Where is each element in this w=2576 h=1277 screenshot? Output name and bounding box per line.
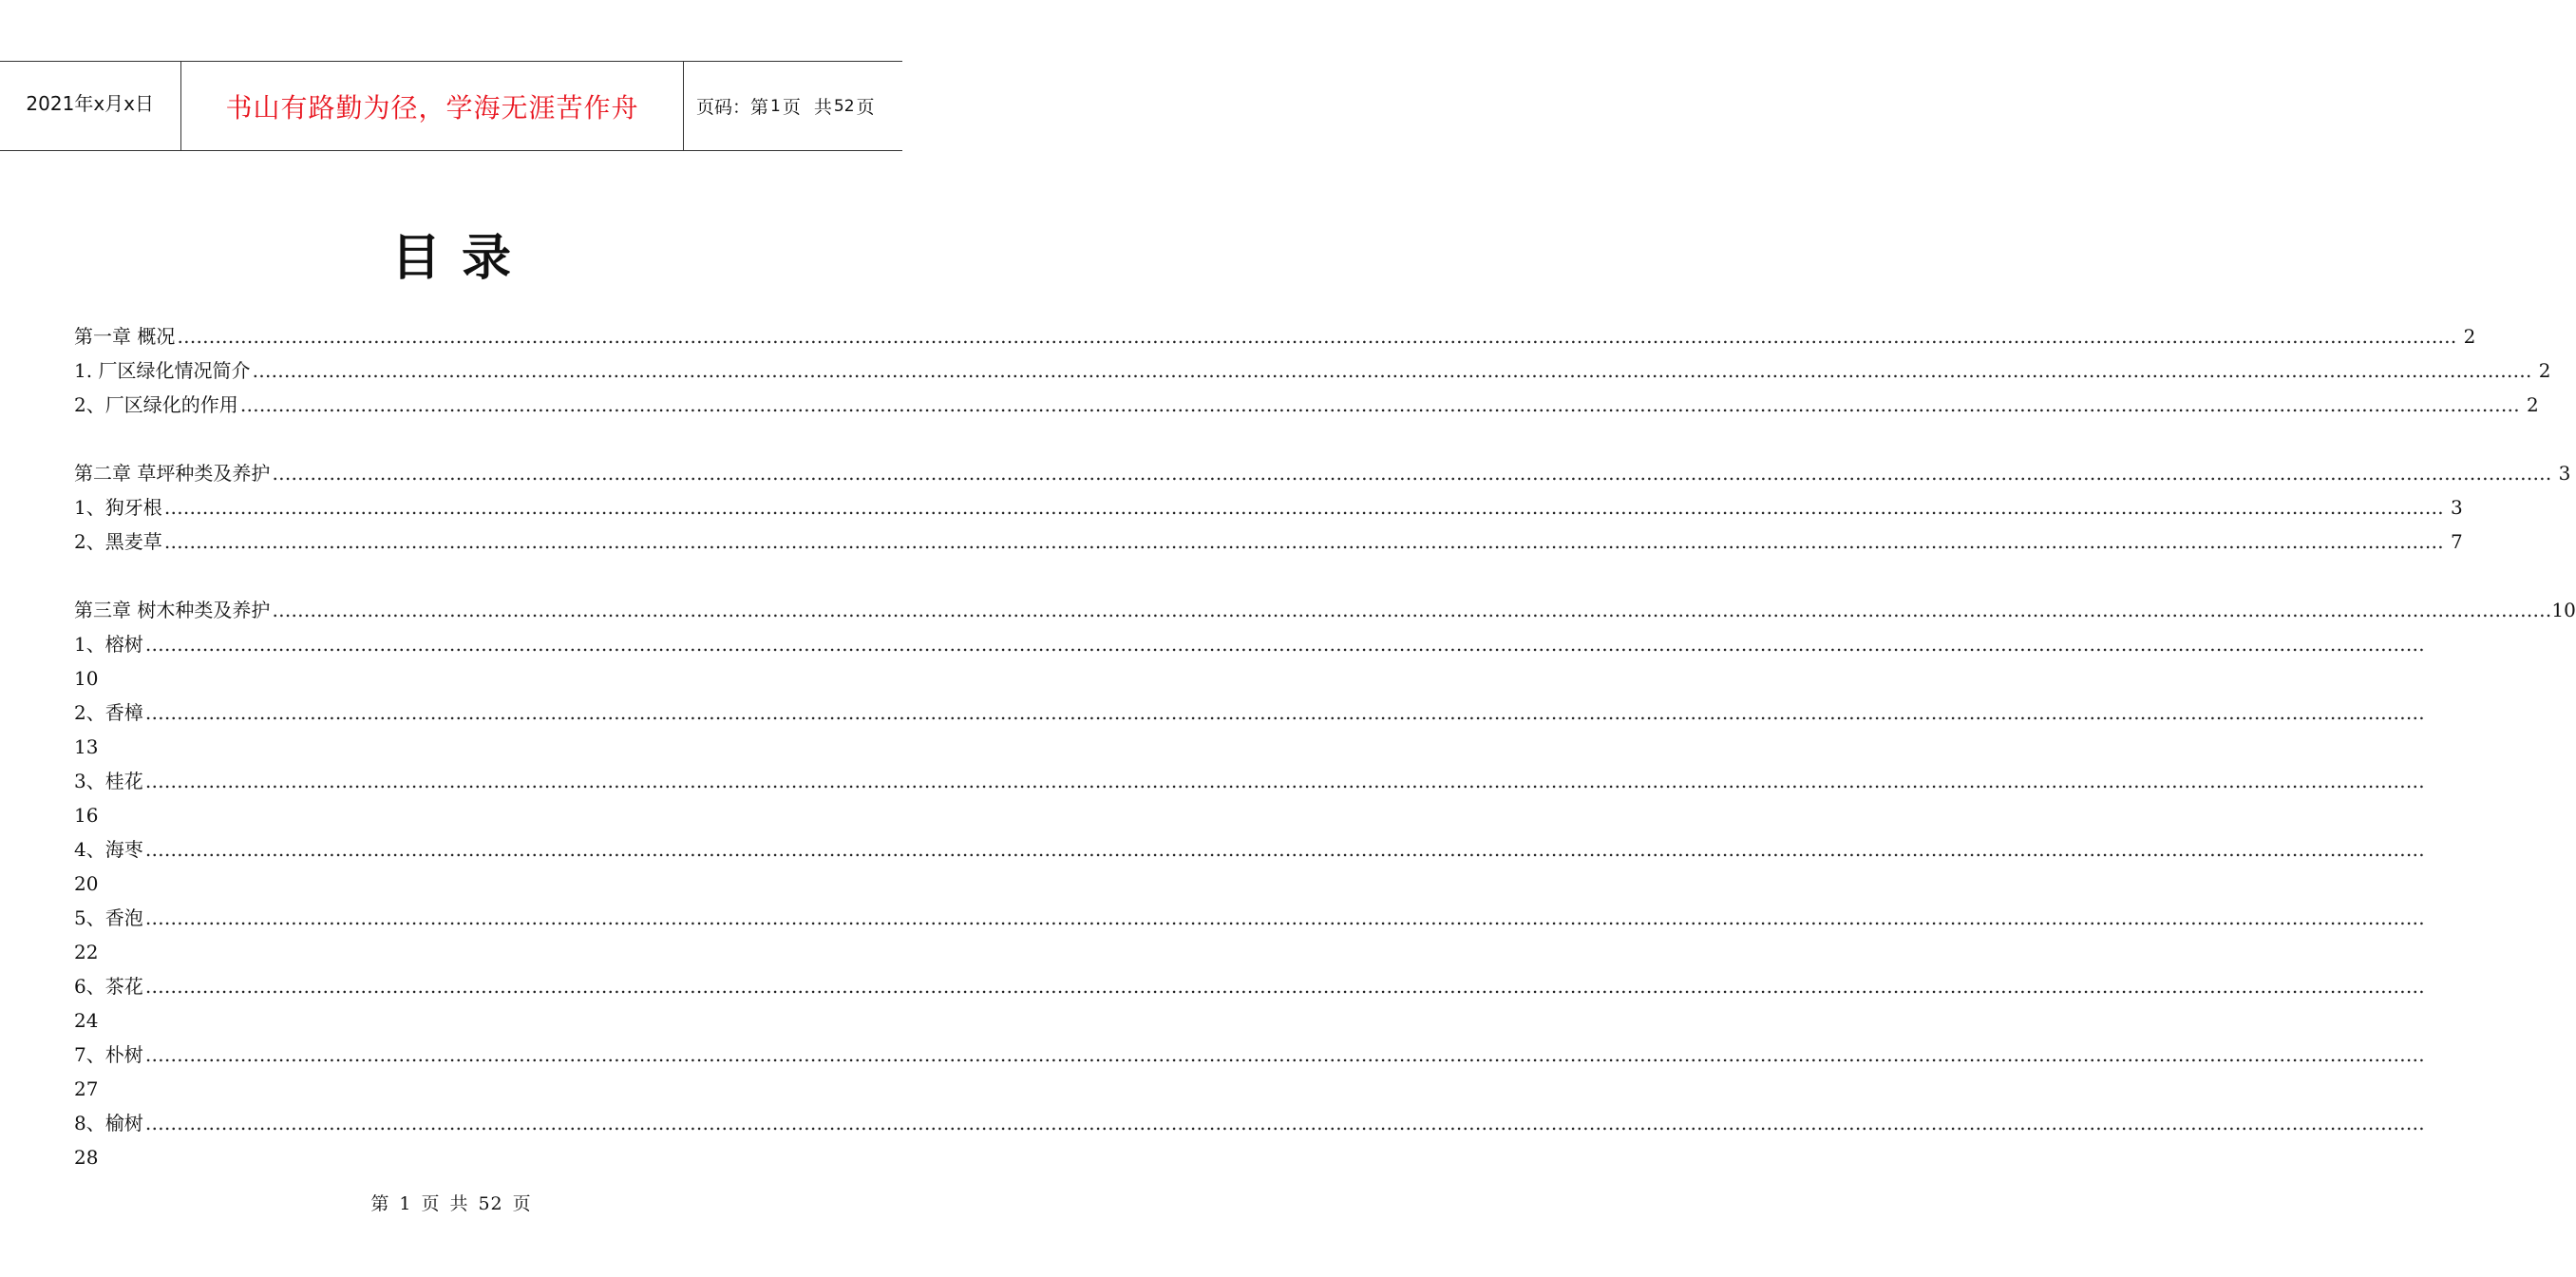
footer-mid: 页 [421, 1193, 441, 1214]
toc-leader-dots: ……………………………………………………………………………………………………………………………………………………………………………………………………………………………………………………………………………………………………………………………… [144, 838, 2425, 861]
toc-entry[interactable] [74, 353, 2551, 388]
toc-leader-dots: ……………………………………………………………………………………………………………………………………………………………………………………………………………………………………………………………………………………………………………………………… [144, 1112, 2425, 1134]
header-date: 2021年x月x日 [0, 62, 181, 150]
toc-entry-page: 3 [2558, 462, 2571, 485]
toc-entry[interactable] [74, 319, 2476, 353]
toc-entry[interactable] [74, 456, 2571, 490]
toc-entry-label: 2、香樟 [74, 701, 143, 724]
toc-entry-label: 4、海枣 [74, 838, 143, 861]
toc-entry-page: 2 [2527, 393, 2539, 416]
toc-entry-label: 8、榆树 [74, 1112, 143, 1134]
header-page-number [684, 62, 902, 150]
toc-entry-label: 7、朴树 [74, 1043, 143, 1066]
toc-entry[interactable] [74, 969, 2425, 1003]
toc-leader-dots: ……………………………………………………………………………………………………………………………………………………………………………………………………………………………………………………………………………………………………………………………… [272, 462, 2552, 485]
toc-entry-page[interactable]: 10 [74, 667, 99, 690]
toc-leader-dots: ……………………………………………………………………………………………………………………………………………………………………………………………………………………………………………………………………………………………………………………………… [144, 770, 2425, 792]
toc-leader-dots: ……………………………………………………………………………………………………………………………………………………………………………………………………………………………………………………………………………………………………………………………… [144, 906, 2425, 929]
footer-prefix: 第 [370, 1193, 390, 1214]
toc-leader-dots: ……………………………………………………………………………………………………………………………………………………………………………………………………………………………………………………………………………………………………………………………… [144, 701, 2425, 724]
toc-entry-page[interactable]: 24 [74, 1009, 99, 1032]
header-motto: 书山有路勤为径，学海无涯苦作舟 [181, 62, 684, 150]
header-page-suffix: 页 [856, 97, 875, 118]
toc-leader-dots: ……………………………………………………………………………………………………………………………………………………………………………………………………………………………………………………………………………………………………………………………… [163, 530, 2444, 553]
toc-leader-dots: ……………………………………………………………………………………………………………………………………………………………………………………………………………………………………………………………………………………………………………………………… [272, 599, 2552, 621]
toc-entry-page: 2 [2538, 359, 2551, 382]
footer-total-pages: 52 [478, 1193, 503, 1214]
toc-entry-label: 1、狗牙根 [74, 496, 162, 519]
footer-current-page: 1 [399, 1193, 412, 1214]
toc-entry-label: 3、桂花 [74, 770, 143, 792]
toc-entry-page[interactable]: 27 [74, 1077, 99, 1100]
toc-entry-label: 6、茶花 [74, 975, 143, 998]
toc-leader-dots: ……………………………………………………………………………………………………………………………………………………………………………………………………………………………………………………………………………………………………………………………… [144, 975, 2425, 998]
toc-entry-page: 10 [2551, 599, 2576, 621]
toc-entry-label: 1、榕树 [74, 633, 143, 656]
header-page-mid: 页 [782, 97, 801, 118]
toc-entry-label: 第二章 草坪种类及养护 [74, 462, 271, 485]
toc-entry-page[interactable]: 28 [74, 1146, 99, 1169]
toc-entry-label: 第一章 概况 [74, 325, 176, 348]
header-page-total-prefix: 共 [813, 97, 832, 118]
toc-entry[interactable] [74, 388, 2539, 422]
toc-entry[interactable] [74, 764, 2425, 798]
footer-total-prefix: 共 [449, 1193, 469, 1214]
page-footer [0, 1190, 902, 1218]
toc-entry[interactable] [74, 832, 2425, 867]
toc-entry[interactable] [74, 1038, 2425, 1072]
toc-leader-dots: ……………………………………………………………………………………………………………………………………………………………………………………………………………………………………………………………………………………………………………………………… [144, 1043, 2425, 1066]
toc-leader-dots: ……………………………………………………………………………………………………………………………………………………………………………………………………………………………………………………………………………………………………………………………… [177, 325, 2457, 348]
toc-leader-dots: ……………………………………………………………………………………………………………………………………………………………………………………………………………………………………………………………………………………………………………………………… [144, 633, 2425, 656]
toc-entry-page[interactable]: 22 [74, 941, 99, 963]
toc-entry-page: 7 [2451, 530, 2463, 553]
header-page-current: 1 [770, 96, 781, 116]
toc-entry-label: 2、黑麦草 [74, 530, 162, 553]
toc-entry[interactable] [74, 627, 2425, 661]
header-page-prefix: 页码：第 [696, 97, 769, 118]
footer-suffix: 页 [512, 1193, 532, 1214]
section-gap [74, 559, 805, 593]
toc-leader-dots: ……………………………………………………………………………………………………………………………………………………………………………………………………………………………………………………………………………………………………………………………… [239, 393, 2520, 416]
toc-entry-page[interactable]: 16 [74, 804, 99, 827]
toc-entry-page[interactable]: 13 [74, 735, 99, 758]
toc-leader-dots: ……………………………………………………………………………………………………………………………………………………………………………………………………………………………………………………………………………………………………………………………… [252, 359, 2532, 382]
toc-entry-label: 5、香泡 [74, 906, 143, 929]
toc-entry[interactable] [74, 901, 2425, 935]
page-header [0, 61, 902, 151]
toc-entry[interactable] [74, 524, 2463, 559]
header-page-total: 52 [833, 96, 855, 116]
toc-entry[interactable] [74, 696, 2425, 730]
toc-entry-label: 1. 厂区绿化情况简介 [74, 359, 251, 382]
toc-entry[interactable] [74, 593, 2576, 627]
toc-entry[interactable] [74, 490, 2463, 524]
toc-entry-page[interactable]: 20 [74, 872, 99, 895]
toc-leader-dots: ……………………………………………………………………………………………………………………………………………………………………………………………………………………………………………………………………………………………………………………………… [163, 496, 2444, 519]
table-of-contents [74, 319, 2576, 1174]
toc-entry-label: 2、厂区绿化的作用 [74, 393, 238, 416]
toc-entry-page: 3 [2451, 496, 2463, 519]
page-title: 目录 [390, 230, 532, 287]
toc-entry-page: 2 [2463, 325, 2476, 348]
toc-entry[interactable] [74, 1106, 2425, 1140]
section-gap [74, 422, 805, 456]
toc-entry-label: 第三章 树木种类及养护 [74, 599, 271, 621]
